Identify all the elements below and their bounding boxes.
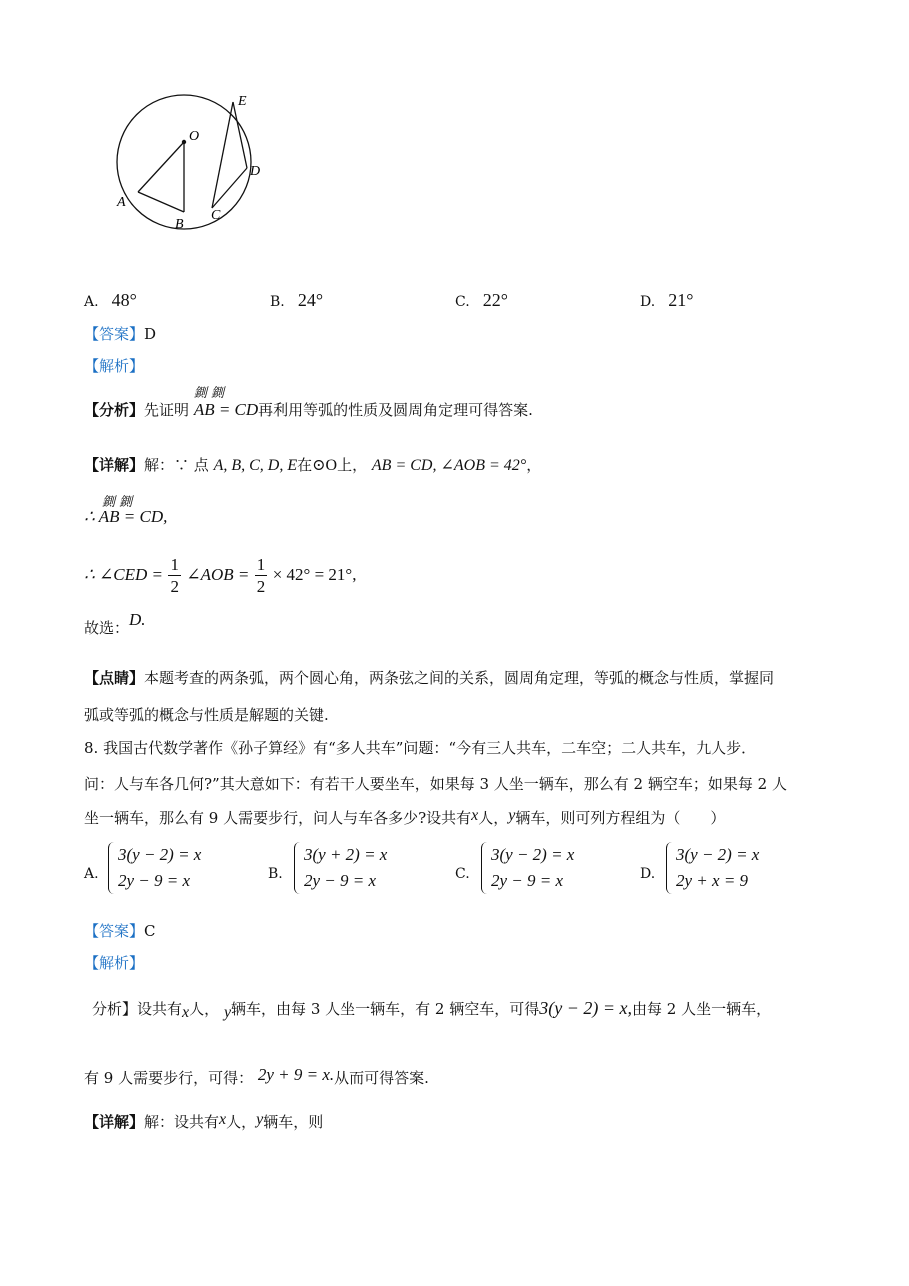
xiangjie-tag: 【详解】 <box>84 456 145 474</box>
q8-line3-mid: 人， <box>478 809 509 827</box>
circle-figure <box>100 80 280 240</box>
dianjing-tag: 【点睛】 <box>84 669 145 687</box>
fenxi-pre: 先证明 <box>144 401 190 419</box>
q8-analysis-tag: 【解析】 <box>84 954 145 972</box>
q8-fenxi-line2 <box>84 1065 429 1088</box>
q7-option-b <box>270 290 323 311</box>
q7-answer <box>84 324 156 344</box>
fraction-half-2: $\frac{1}{2}$ <box>256 555 266 596</box>
fenxi-line2-pre: 有 9 人需要步行，可得： <box>84 1069 254 1087</box>
q7-arc-line <box>84 495 168 527</box>
eq1: 3(y − 2) = x <box>491 845 575 864</box>
q8-line3-pre: 坐一辆车，那么有 9 人需要步行，问人与车各多少?设共有 <box>84 809 472 827</box>
q8-option-b <box>268 842 428 898</box>
segment-ab <box>138 192 184 212</box>
q7-option-a <box>84 290 137 311</box>
fraction-half: $\frac{1}{2}$ <box>170 555 179 596</box>
eq2: 2y − 9 = x <box>118 871 191 890</box>
label-a: A <box>117 195 126 210</box>
option-letter: D. <box>640 866 656 882</box>
label-o: O <box>189 129 200 144</box>
choose-value: D. <box>129 610 146 629</box>
var-y: y <box>223 1004 232 1021</box>
q7-option-d <box>640 290 693 311</box>
fenxi-post: 由每 2 人坐一辆车， <box>631 1000 772 1018</box>
q8-line1: 8. 我国古代数学著作《孙子算经》有“多人共车”问题：“今有三人共车，二车空；二人共车，九人步． <box>84 739 757 757</box>
q8-option-d <box>640 842 800 898</box>
eq2: 2y − 9 = x <box>304 871 377 890</box>
arc-glyph: 鍘 鍘 <box>193 386 224 401</box>
option-value: 21° <box>668 290 694 310</box>
eq2: 2y − 9 = x <box>491 871 564 890</box>
option-value: 22° <box>482 290 508 310</box>
eq2: 2y + x = 9 <box>676 871 749 890</box>
option-value: 24° <box>297 290 324 310</box>
brace-icon <box>108 842 115 894</box>
fenxi-mid1: 人， <box>189 1000 220 1018</box>
answer-tag: 【答案】 <box>84 922 145 940</box>
ced-mid: ∠AOB = <box>186 565 250 584</box>
eq1: 3(y + 2) = x <box>304 845 388 864</box>
arc-equality: ∴ AB = CD, 鍘 鍘 <box>84 495 168 526</box>
segment-ce <box>212 102 233 208</box>
q8-fenxi-line1 <box>92 998 771 1020</box>
option-letter: D. <box>640 294 656 310</box>
q7-option-c <box>455 290 508 311</box>
brace-icon <box>294 842 301 894</box>
dianjing-text: 本题考查的两条弧，两个圆心角，两条弦之间的关系，圆周角定理，等弧的概念与性质，掌握同 <box>144 669 775 687</box>
q8-xiangjie <box>84 1112 323 1133</box>
fenxi-line2-eq: 2y + 9 = x. <box>257 1065 335 1084</box>
answer-value: C <box>144 922 156 940</box>
q8-line3 <box>84 808 725 829</box>
brace-icon <box>666 842 673 894</box>
eq1: 3(y − 2) = x <box>118 845 202 864</box>
q8-line2: 问：人与车各几何?”其大意如下：有若干人要坐车，如果每 3 人坐一辆车，那么有 2 辆空车；如果每 2 人 <box>84 775 787 793</box>
xiangjie-points: A, B, C, D, E <box>213 457 298 474</box>
label-b: B <box>175 217 184 232</box>
option-letter: B. <box>268 866 283 882</box>
center-dot <box>182 140 186 144</box>
q7-choose <box>84 610 146 638</box>
option-letter: C. <box>455 866 470 882</box>
option-value: 48° <box>111 290 137 310</box>
ced-end: × 42° = 21°, <box>272 565 357 584</box>
q8-line3-post: 辆车，则可列方程组为（ ） <box>515 809 726 827</box>
fenxi-pre: 设共有 <box>137 1000 183 1018</box>
var-x: x <box>471 807 479 824</box>
ced-pre: ∴ ∠CED = <box>84 565 164 584</box>
choose-label: 故选： <box>84 619 130 637</box>
xiangjie-mid: 人， <box>226 1113 257 1131</box>
xiangjie-end: ， <box>526 456 542 474</box>
fenxi-line2-post: 从而可得答案. <box>334 1069 429 1087</box>
fenxi-post: 再利用等弧的性质及圆周角定理可得答案. <box>258 401 533 419</box>
q7-dianjing-line2: 弧或等弧的概念与性质是解题的关键. <box>84 706 329 724</box>
xiangjie-circle: ⊙O <box>312 457 338 474</box>
q7-ced-line <box>84 556 356 595</box>
brace-icon <box>481 842 488 894</box>
fenxi-math: AB = CD 鍘 鍘 <box>193 386 259 419</box>
eq1: 3(y − 2) = x <box>676 845 760 864</box>
q7-dianjing-line1 <box>84 668 774 688</box>
q8-option-c <box>455 842 615 898</box>
answer-value: D <box>144 325 157 343</box>
fenxi-eq: 3(y − 2) = x, <box>539 998 632 1018</box>
label-d: D <box>250 164 261 179</box>
fenxi-tag: 【分析】 <box>84 401 145 419</box>
label-e: E <box>238 94 247 109</box>
q7-fenxi <box>84 386 533 420</box>
option-letter: A. <box>84 866 99 882</box>
var-x: x <box>182 1004 190 1021</box>
var-y: y <box>508 807 516 824</box>
q7-xiangjie <box>84 455 541 476</box>
var-y: y <box>256 1111 264 1128</box>
fenxi-tag: 分析】 <box>92 1000 138 1018</box>
option-letter: A. <box>84 294 99 310</box>
q7-analysis-tag: 【解析】 <box>84 357 145 375</box>
answer-tag: 【答案】 <box>84 325 145 343</box>
xiangjie-mid2: 上， <box>337 456 368 474</box>
xiangjie-pre: 解：∵ 点 <box>144 456 209 474</box>
segment-cd <box>212 168 247 208</box>
xiangjie-tag: 【详解】 <box>84 1113 145 1131</box>
q8-answer <box>84 921 156 941</box>
xiangjie-pre: 解：设共有 <box>144 1113 220 1131</box>
option-letter: C. <box>455 294 470 310</box>
arc-glyph: 鍘 鍘 <box>102 495 133 510</box>
segment-oa <box>138 142 184 192</box>
xiangjie-mid: 在 <box>297 456 313 474</box>
fenxi-mid2: 辆车，由每 3 人坐一辆车，有 2 辆空车，可得 <box>231 1000 540 1018</box>
label-c: C <box>211 208 221 223</box>
q8-option-a <box>84 842 244 898</box>
var-x: x <box>219 1111 227 1128</box>
xiangjie-cond: AB = CD, ∠AOB = 42° <box>371 457 527 474</box>
xiangjie-post: 辆车，则 <box>263 1113 324 1131</box>
option-letter: B. <box>270 294 285 310</box>
